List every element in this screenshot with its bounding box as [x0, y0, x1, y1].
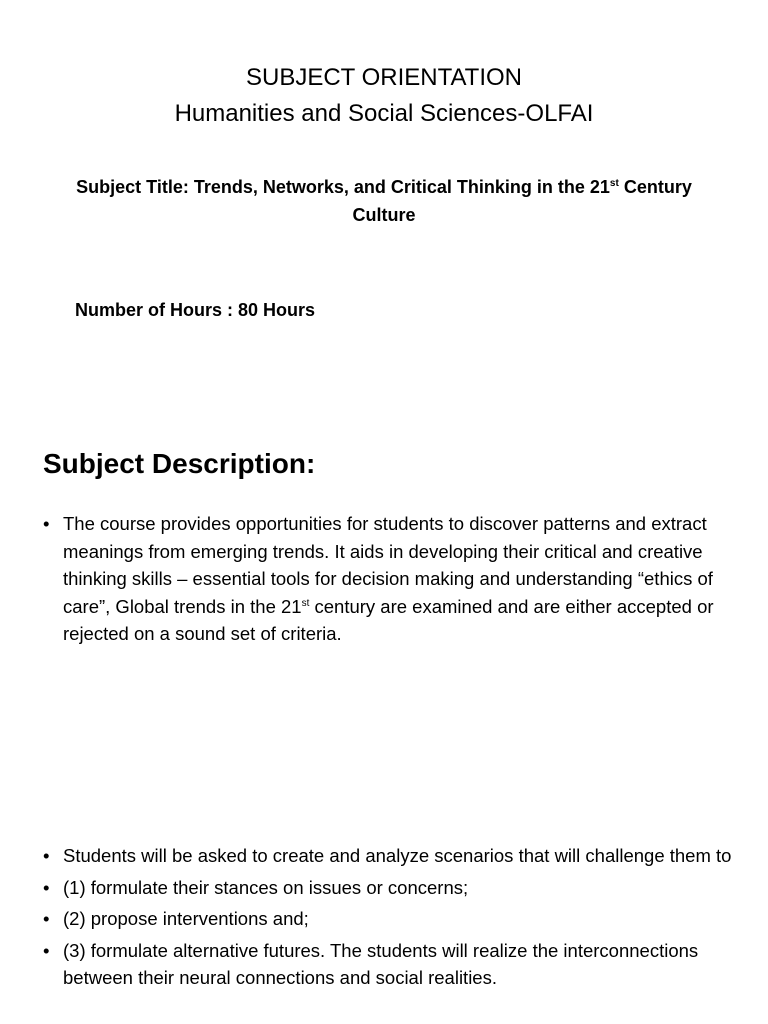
objectives-list: [43, 842, 743, 996]
list-item: [43, 874, 743, 902]
number-of-hours: Number of Hours : 80 Hours: [75, 300, 316, 320]
subject-title-superscript: st: [609, 178, 619, 189]
bullet-icon: •: [43, 845, 50, 866]
bullet-icon: •: [43, 908, 50, 929]
list-item: [43, 905, 743, 933]
description-text-end: century are examined and are either accepted or rejected on a sound set of criteria.: [63, 595, 714, 644]
subject-title-text: Subject Title: Trends, Networks, and Critical Thinking in the 21: [76, 177, 610, 197]
list-item: [43, 510, 743, 648]
list-item-text: (2) propose interventions and;: [63, 908, 309, 929]
list-item: [43, 937, 743, 992]
list-item-text: Students will be asked to create and analyze scenarios that will challenge them to: [63, 845, 732, 866]
document-header: [0, 60, 768, 132]
header-line-1: SUBJECT ORIENTATION: [245, 64, 523, 91]
bullet-icon: •: [43, 876, 50, 898]
header-line-2: Humanities and Social Sciences-OLFAI: [174, 100, 594, 127]
subject-title: [70, 173, 698, 229]
description-text: The course provides opportunities for students to discover patterns and extract meanings from emerging trends. It aids in developing their critical and creative thinking skills – essential tools for decision making and understanding “ethics of care”, Global trends in the 21: [63, 513, 713, 617]
description-list: [43, 510, 743, 648]
list-item: [43, 842, 743, 870]
list-item-text: (1) formulate their stances on issues or concerns;: [63, 876, 469, 898]
list-item-text: (3) formulate alternative futures. The students will realize the interconnections between their neural connections and social realities.: [63, 939, 699, 988]
subject-description-heading: Subject Description:: [43, 448, 316, 479]
description-superscript: st: [301, 597, 310, 609]
subject-title-text-end: Century Culture: [352, 177, 692, 225]
bullet-icon: •: [43, 513, 50, 534]
bullet-icon: •: [43, 939, 50, 961]
